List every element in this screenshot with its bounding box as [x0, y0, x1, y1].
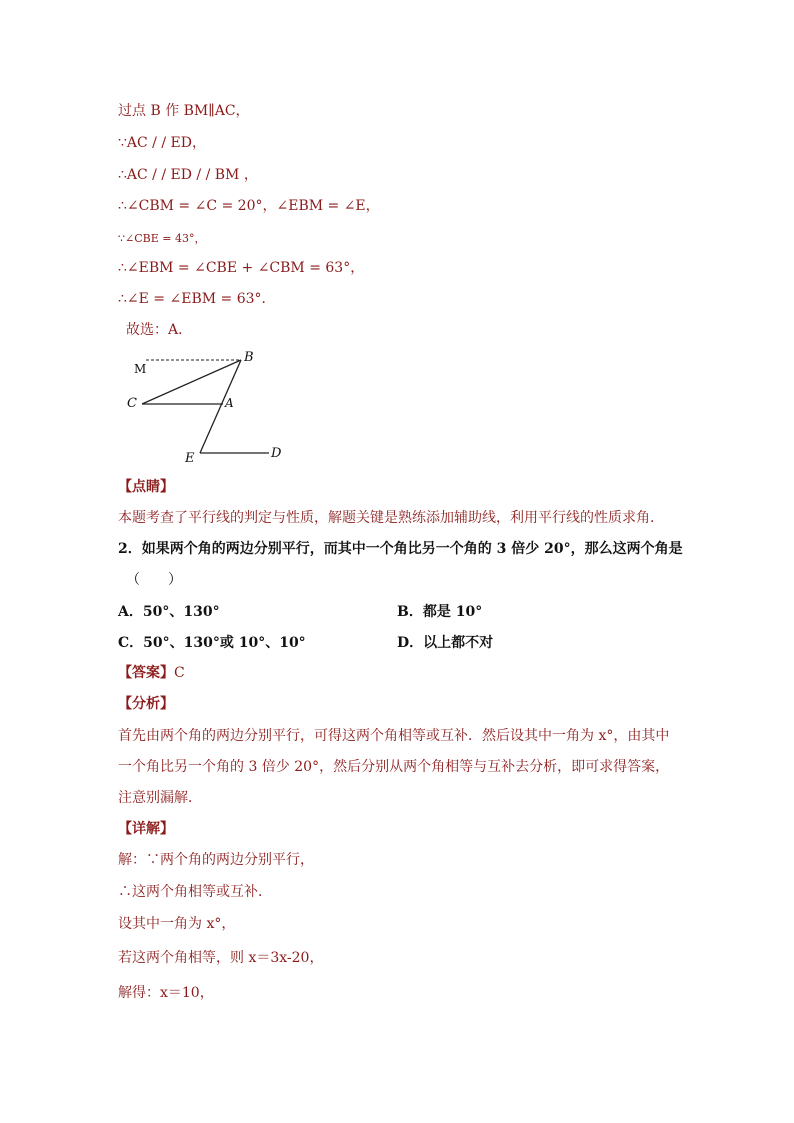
solution-line-3: ∴AC / / ED / / BM ， [118, 167, 258, 183]
detail-line-5: 解得：x＝10， [118, 985, 214, 1001]
option-b: B．都是 10° [397, 604, 483, 620]
solution-line-5: ∵∠CBE = 43°， [118, 232, 206, 245]
solution-line-7: ∴∠E = ∠EBM = 63°． [118, 291, 276, 307]
question-2-stem: 2．如果两个角的两边分别平行，而其中一个角比另一个角的 3 倍少 20°，那么这两个角是 [118, 541, 683, 557]
option-a: A．50°、130° [118, 604, 220, 620]
analysis-text: 首先由两个角的两边分别平行，可得这两个角相等或互补．然后设其中一角为 x°，由其中一个角比另一个角的 3 倍少 20°，然后分别从两个角相等与互补去分析，即可求得答案，注意别漏解． [118, 728, 670, 806]
label-d: D [271, 446, 282, 461]
choice-line: 故选：A． [126, 322, 193, 338]
label-a: A [225, 396, 234, 410]
solution-line-2: ∵AC / / ED， [118, 135, 206, 151]
label-b: B [244, 350, 254, 365]
detail-line-1: 解：∵两个角的两边分别平行， [118, 852, 314, 868]
segment-be [200, 360, 241, 453]
detail-line-2: ∴这两个角相等或互补． [118, 884, 272, 900]
detail-line-3: 设其中一角为 x°， [118, 916, 236, 932]
geometry-figure [120, 345, 300, 470]
answer-line [118, 663, 185, 683]
solution-line-4: ∴∠CBM = ∠C = 20°，∠EBM = ∠E， [118, 198, 380, 214]
comment-text: 本题考查了平行线的判定与性质，解题关键是熟练添加辅助线，利用平行线的性质求角． [118, 510, 664, 526]
answer-label: 【答案】 [118, 665, 174, 681]
solution-line-6: ∴∠EBM = ∠CBE + ∠CBM = 63°， [118, 260, 365, 276]
label-e: E [185, 451, 195, 466]
option-c: C．50°、130°或 10°、10° [118, 635, 306, 651]
label-c: C [127, 396, 137, 411]
solution-line-1: 过点 B 作 BM∥AC， [118, 103, 250, 119]
detail-line-4: 若这两个角相等，则 x＝3x-20， [118, 950, 324, 966]
detail-heading: 【详解】 [118, 821, 174, 837]
option-d: D．以上都不对 [397, 635, 494, 651]
answer-value: C [174, 665, 185, 681]
label-m: M [134, 362, 147, 376]
question-2-paren: （ ） [126, 572, 182, 588]
analysis-heading: 【分析】 [118, 696, 174, 712]
comment-heading: 【点睛】 [118, 479, 174, 495]
